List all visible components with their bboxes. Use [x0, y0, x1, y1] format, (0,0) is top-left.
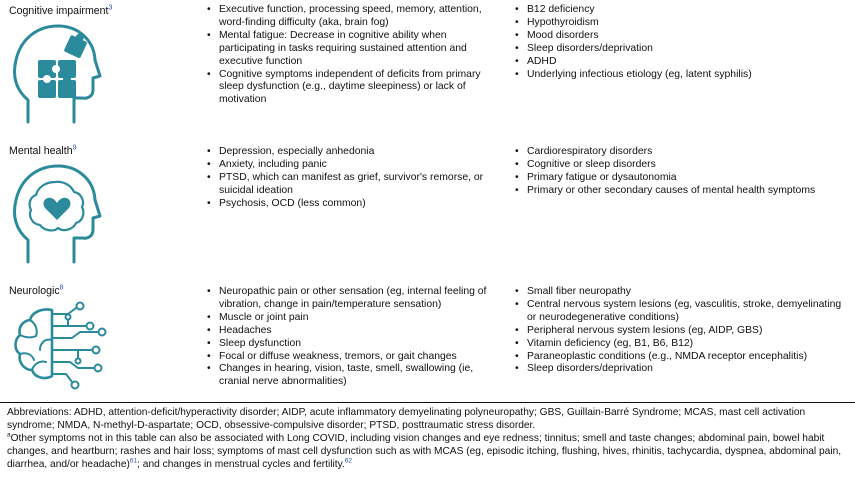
footnote-text: Other symptoms not in this table can also be associated with Long COVID, including vision changes and eye redness; tinnitus; smell and taste changes; abdominal pain, bowel habit changes, and heartburn; rashes and hair loss; symptoms of mast cell dysfunction such as with MCAS (eg, episodic itching, flushing, hives, rhinitis, tachycardia, dyspnea, abdominal pain, diarrhea, and/or headache)	[7, 432, 842, 470]
list-item: • Sleep dysfunction	[205, 338, 505, 351]
list-item: • Central nervous system lesions (eg, vasculitis, stroke, demyelinating or neurodegenerative conditions)	[513, 299, 853, 325]
list-item: • Sleep disorders/deprivation	[513, 43, 853, 56]
list-item: • Mood disorders	[513, 30, 853, 43]
list-item: • Hypothyroidism	[513, 17, 853, 30]
list-item: • Primary fatigue or dysautonomia	[513, 172, 853, 185]
list-item: • PTSD, which can manifest as grief, survivor's remorse, or suicidal ideation	[205, 172, 505, 198]
brain-circuit-icon	[8, 300, 118, 390]
list-item: • Mental fatigue: Decrease in cognitive ability when participating in tasks requiring sustained attention and executive function	[205, 30, 505, 69]
list-item: • B12 deficiency	[513, 4, 853, 17]
reference-number: 8	[59, 284, 64, 292]
symptom-list-cognitive	[205, 4, 505, 107]
category-title-neurologic	[9, 285, 64, 298]
list-item: • Cognitive or sleep disorders	[513, 159, 853, 172]
list-item: • Cognitive symptoms independent of deficits from primary sleep dysfunction (e.g., daytime sleepiness) or lack of motivation	[205, 69, 505, 108]
list-item: • Anxiety, including panic	[205, 159, 505, 172]
category-title-text: Cognitive impairment	[9, 5, 109, 17]
reference-number: 61	[129, 457, 138, 465]
list-item: • Cardiorespiratory disorders	[513, 146, 853, 159]
footnote-text-2: ; and changes in menstrual cycles and fertility.	[137, 458, 345, 470]
list-item: • Headaches	[205, 325, 505, 338]
reference-number: 62	[344, 457, 352, 465]
category-title-text: Mental health	[9, 145, 73, 157]
footnote-a	[7, 433, 852, 472]
list-item: • Peripheral nervous system lesions (eg, AIDP, GBS)	[513, 325, 853, 338]
list-item: • Changes in hearing, vision, taste, smell, swallowing (ie, cranial nerve abnormalities)	[205, 363, 505, 389]
footnotes	[7, 407, 852, 472]
list-item: • Vitamin deficiency (eg, B1, B6, B12)	[513, 338, 853, 351]
category-title-mental-health	[9, 145, 77, 158]
list-item: • Sleep disorders/deprivation	[513, 363, 853, 376]
list-item: • ADHD	[513, 56, 853, 69]
category-title-cognitive	[9, 5, 112, 18]
list-item: • Neuropathic pain or other sensation (eg, internal feeling of vibration, change in pain/temperature sensation)	[205, 286, 505, 312]
abbreviations-note: Abbreviations: ADHD, attention-deficit/hyperactivity disorder; AIDP, acute inflammatory demyelinating polyneuropathy; GBS, Guillain-Barré Syndrome; MCAS, mast cell activation syndrome; NMDA, N-methyl-D-aspartate; OCD, obsessive-compulsive disorder; PTSD, posttraumatic stress disorder.	[7, 407, 806, 431]
head-puzzle-icon	[8, 18, 104, 128]
differential-list-cognitive	[513, 4, 853, 81]
list-item: • Executive function, processing speed, memory, attention, word-finding difficulty (aka, brain fog)	[205, 4, 505, 30]
list-item: • Primary or other secondary causes of mental health symptoms	[513, 185, 853, 198]
list-item: • Focal or diffuse weakness, tremors, or gait changes	[205, 351, 505, 364]
reference-number: 3	[108, 4, 113, 12]
list-item: • Depression, especially anhedonia	[205, 146, 505, 159]
list-item: • Small fiber neuropathy	[513, 286, 853, 299]
list-item: • Muscle or joint pain	[205, 312, 505, 325]
category-title-text: Neurologic	[9, 285, 60, 297]
symptom-list-mental-health	[205, 146, 505, 211]
symptom-list-neurologic	[205, 286, 505, 389]
head-heart-icon	[8, 158, 104, 266]
list-item: • Psychosis, OCD (less common)	[205, 198, 505, 211]
list-item: • Underlying infectious etiology (eg, latent syphilis)	[513, 69, 853, 82]
differential-list-neurologic	[513, 286, 853, 376]
list-item: • Paraneoplastic conditions (e.g., NMDA receptor encephalitis)	[513, 351, 853, 364]
reference-number: 9	[72, 144, 77, 152]
table-bottom-rule	[0, 402, 855, 403]
differential-list-mental-health	[513, 146, 853, 198]
footnote-marker: a	[7, 431, 11, 439]
